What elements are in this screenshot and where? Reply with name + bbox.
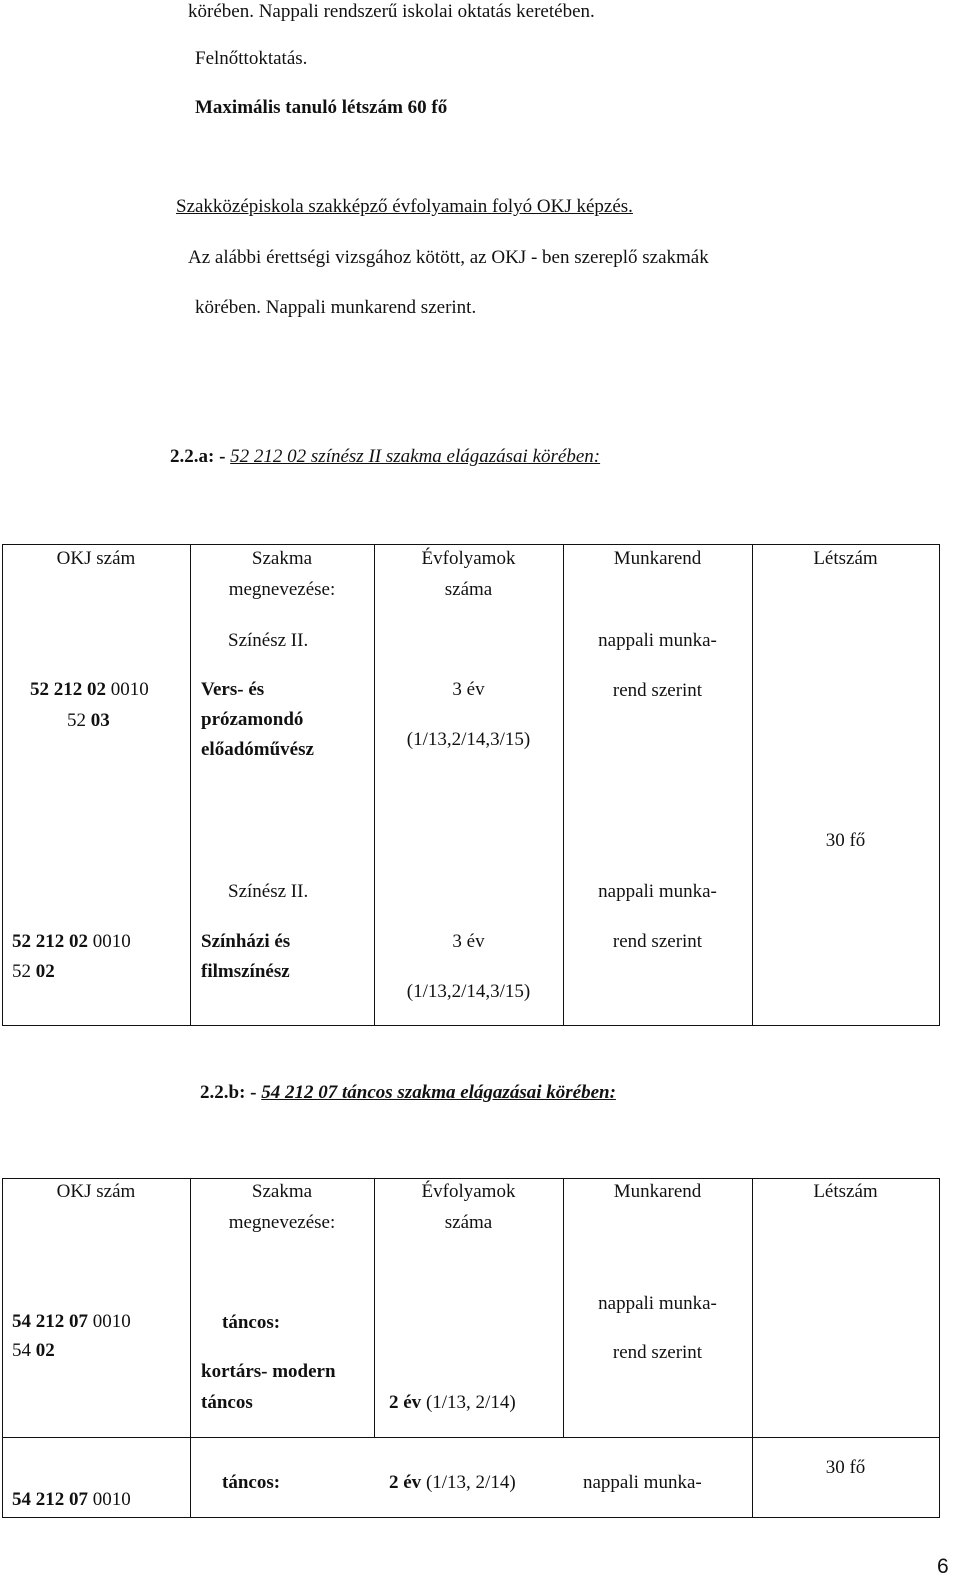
table-b-row1-szakma-2: kortárs- modern	[201, 1361, 336, 1382]
table-a-row1-okj-2: 52 03	[67, 710, 110, 731]
table-b-row2-evf: 2 év (1/13, 2/14)	[389, 1472, 516, 1493]
table-b-row1-okj: 54 212 07 0010	[12, 1311, 131, 1332]
table-b-header-okj: OKJ szám	[56, 1181, 136, 1202]
table-a-row1-evf-2: (1/13,2/14,3/15)	[406, 729, 531, 750]
intro-heading: Szakközépiskola szakképző évfolyamain folyó OKJ képzés.	[176, 196, 633, 217]
table-b-row1-evf: 2 év (1/13, 2/14)	[389, 1392, 516, 1413]
table-a-header-evf-1: Évfolyamok	[421, 548, 516, 569]
table-a-row1-szakma-3: előadóművész	[201, 739, 314, 760]
table-a-row2-szakma-top: Színész II.	[228, 881, 309, 902]
table-b-row1-szakma-1: táncos:	[222, 1312, 281, 1333]
table-b-header-evf-1: Évfolyamok	[421, 1181, 516, 1202]
table-b-row1-szakma-3: táncos	[201, 1392, 253, 1413]
table-b-header-munkarend: Munkarend	[613, 1181, 702, 1202]
table-b-letszam: 30 fő	[825, 1457, 866, 1478]
section-b-heading	[200, 1083, 616, 1102]
table-a-header-okj: OKJ szám	[56, 548, 136, 569]
table-a-row1-evf-1: 3 év	[452, 679, 485, 700]
table-a-header-evf-2: száma	[444, 579, 493, 600]
intro-line-5: Az alábbi érettségi vizsgához kötött, az OKJ - ben szereplő szakmák	[188, 247, 709, 268]
table-b-row2-okj: 54 212 07 0010	[12, 1489, 131, 1510]
table-b-header-letszam: Létszám	[813, 1181, 878, 1202]
table-a-header-szakma-2: megnevezése:	[228, 579, 336, 600]
intro-line-3: Maximális tanuló létszám 60 fő	[195, 97, 448, 118]
table-b-row2-szakma-1: táncos:	[222, 1472, 281, 1493]
table-a-row2-szakma-2: filmszínész	[201, 961, 290, 982]
table-b-header-evf-2: száma	[444, 1212, 493, 1233]
section-a-heading	[170, 447, 600, 466]
section-a-title: 52 212 02 színész II szakma elágazásai körében:	[230, 446, 601, 467]
table-b-row2-munkarend-1: nappali munka-	[583, 1472, 702, 1493]
table-a-row2-okj: 52 212 02 0010	[12, 931, 131, 952]
table-a-row2-evf-1: 3 év	[452, 931, 485, 952]
section-b-prefix: 2.2.b: -	[200, 1082, 262, 1103]
table-b-row1-munkarend-2: rend szerint	[612, 1342, 703, 1363]
table-b-header-szakma-2: megnevezése:	[228, 1212, 336, 1233]
intro-line-2: Felnőttoktatás.	[195, 48, 308, 69]
table-a-row2-munkarend-1: nappali munka-	[598, 881, 717, 902]
table-a-row1-okj: 52 212 02 0010	[30, 679, 149, 700]
table-a-row2-okj-2: 52 02	[12, 961, 55, 982]
table-a-row1-munkarend-1: nappali munka-	[598, 630, 717, 651]
section-a-prefix: 2.2.a: -	[170, 446, 231, 467]
intro-line-6: körében. Nappali munkarend szerint.	[195, 297, 477, 318]
page-number: 6	[937, 1555, 949, 1578]
table-a-row2-munkarend-2: rend szerint	[612, 931, 703, 952]
table-a-letszam: 30 fő	[825, 830, 866, 851]
table-a-row1-munkarend-2: rend szerint	[612, 680, 703, 701]
table-b-header-szakma-1: Szakma	[251, 1181, 313, 1202]
table-a-row1-szakma-1: Vers- és	[201, 679, 265, 700]
table-a-row2-evf-2: (1/13,2/14,3/15)	[406, 981, 531, 1002]
table-b-row1-okj-2: 54 02	[12, 1340, 55, 1361]
table-b-row1-munkarend-1: nappali munka-	[598, 1293, 717, 1314]
table-a-header-munkarend: Munkarend	[613, 548, 702, 569]
table-a-row2-szakma-1: Színházi és	[201, 931, 291, 952]
table-a-row1-szakma-2: prózamondó	[201, 709, 304, 730]
table-a-header-letszam: Létszám	[813, 548, 878, 569]
table-a-row1-szakma-top: Színész II.	[228, 630, 309, 651]
intro-line-1: körében. Nappali rendszerű iskolai oktatás keretében.	[188, 1, 595, 22]
table-a-header-szakma-1: Szakma	[251, 548, 313, 569]
section-b-title: 54 212 07 táncos szakma elágazásai körében:	[261, 1082, 616, 1103]
